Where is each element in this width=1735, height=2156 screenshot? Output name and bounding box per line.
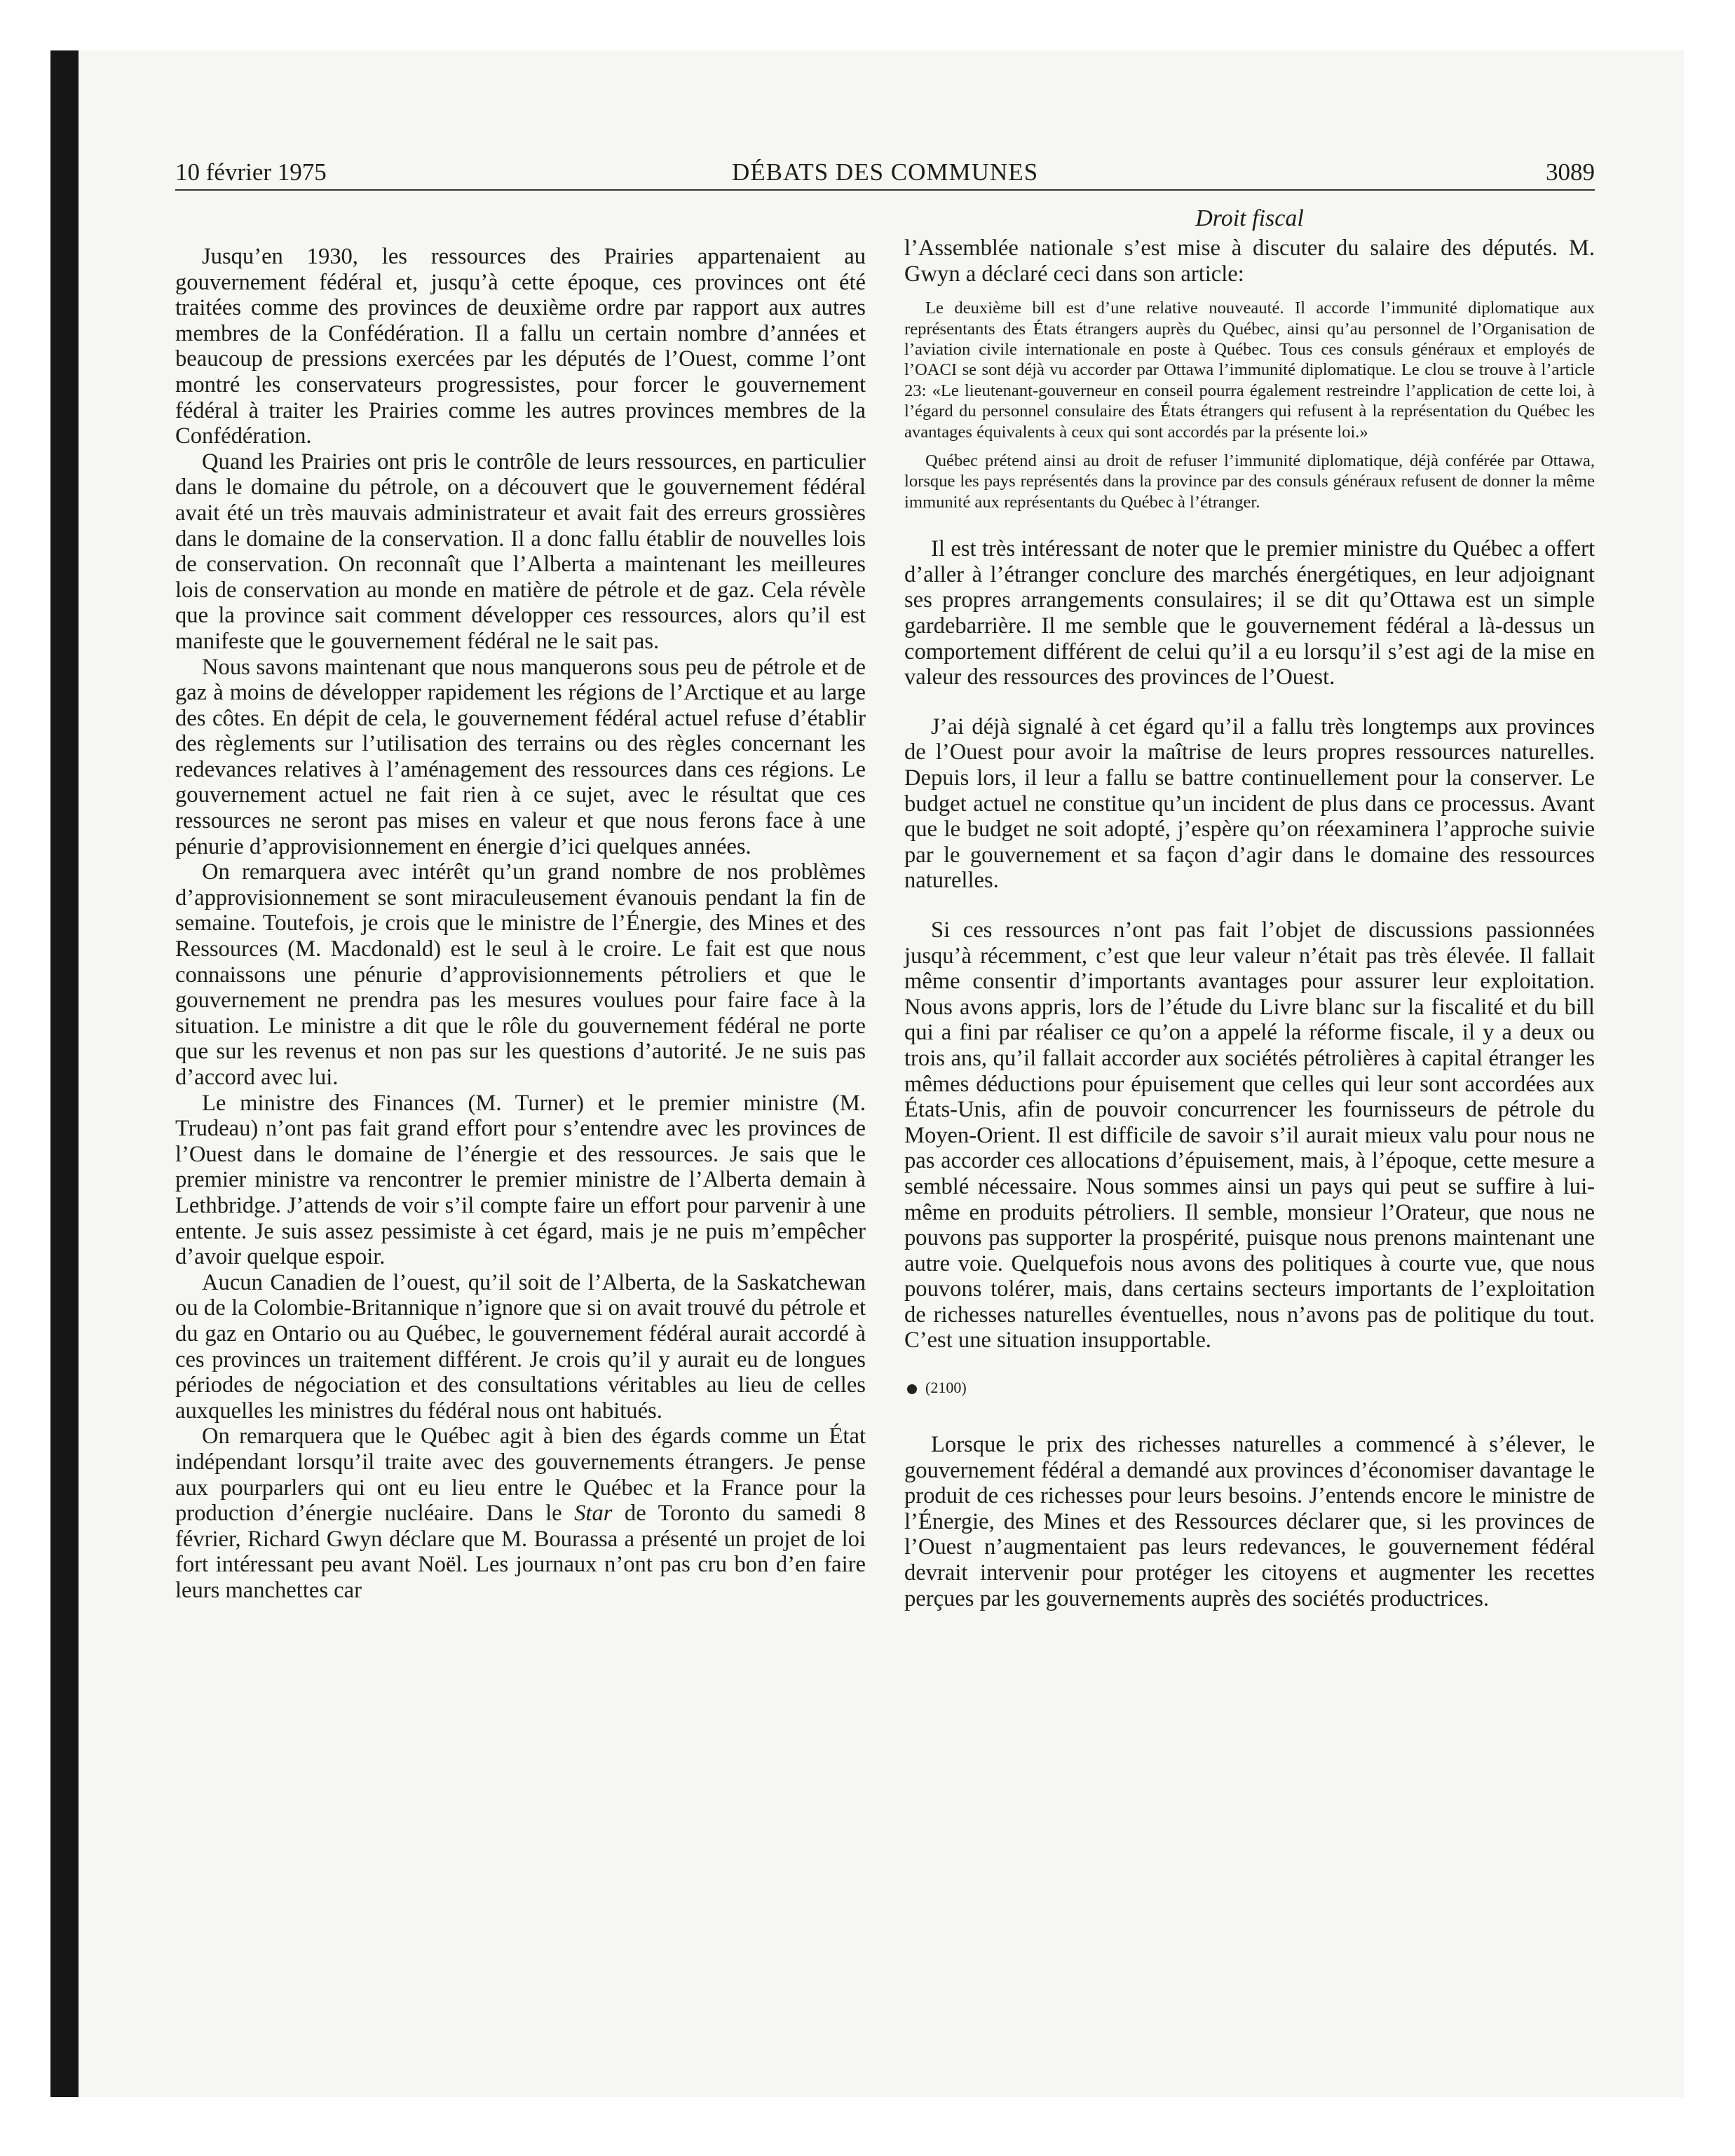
- quoted-passage-2: Québec prétend ainsi au droit de refuser l’immunité diplomatique, déjà conférée par Ottawa, lorsque les pays représentés dans la province par des consuls généraux refusent de donner la même immunité aux représentants du Québec à l’étranger.: [904, 451, 1595, 512]
- bullet-icon: [907, 1384, 917, 1394]
- time-marker: [904, 1377, 1595, 1398]
- header-date: 10 février 1975: [175, 158, 327, 186]
- right-final-paragraph: Lorsque le prix des richesses naturelles a commencé à s’élever, le gouvernement fédéral a demandé aux provinces d’économiser davantage le produit de ces richesses pour leurs besoins. J’entends encore le ministre de l’Énergie, des Mines et des Ressources déclarer que, si les provinces de l’Ouest n’augmentaient pas leurs redevances, le gouvernement fédéral devrait intervenir pour protéger les citoyens et augmenter les recettes perçues par les gouvernements auprès des sociétés productrices.: [904, 1432, 1595, 1611]
- right-paragraph-3: Si ces ressources n’ont pas fait l’objet de discussions passionnées jusqu’à récemment, c’est que leur valeur n’était pas très élevée. Il fallait même consentir d’importants avantages pour assurer leur exploitation. Nous avons appris, lors de l’étude du Livre blanc sur la fiscalité et du bill qui a fini par réaliser ce qu’on a appelé la réforme fiscale, il y a deux ou trois ans, qu’il fallait accorder aux sociétés pétrolières à capital étranger les mêmes déductions pour épuisement que celles qui leur sont accordées aux États-Unis, afin de pouvoir concurrencer les fournisseurs de pétrole du Moyen-Orient. Il est difficile de savoir s’il aurait mieux valu pour nous ne pas accorder ces allocations d’épuisement, mais, à l’époque, cette mesure a semblé nécessaire. Nous sommes ainsi un pays qui peut se suffire à lui-même en produits pétroliers. Il semble, monsieur l’Orateur, que nous ne pouvons pas supporter la prospérité, puisque nous prenons maintenant une autre voie. Quelquefois nous avons des politiques à courte vue, que nous pouvons tolérer, mais, dans certains secteurs importants de l’exploitation de richesses naturelles éventuelles, nous n’avons pas de politique du tout. C’est une situation insupportable.: [904, 917, 1595, 1353]
- left-paragraph-3: Nous savons maintenant que nous manquerons sous peu de pétrole et de gaz à moins de développer rapidement les régions de l’Arctique et au large des côtes. En dépit de cela, le gouvernement fédéral actuel refuse d’établir des règlements sur l’utilisation des terrains ou des règles concernant les redevances relatives à l’aménagement des ressources dans ces régions. Le gouvernement actuel ne fait rien à ce sujet, avec le résultat que ces ressources ne seront pas mises en valeur et que nous ferons face à une pénurie d’approvisionnement en énergie d’ici quelques années.: [175, 654, 866, 859]
- left-paragraph-2: Quand les Prairies ont pris le contrôle de leurs ressources, en particulier dans le domaine du pétrole, on a découvert que le gouvernement fédéral avait été un très mauvais administrateur et avait fait des erreurs grossières dans le domaine de la conservation. Il a donc fallu établir de nouvelles lois de conservation. On reconnaît que l’Alberta a maintenant les meilleures lois de conservation au monde en matière de pétrole et de gaz. Cela révèle que la province sait comment développer ces ressources, alors qu’il est manifeste que le gouvernement fédéral ne le sait pas.: [175, 449, 866, 654]
- right-paragraph-2: J’ai déjà signalé à cet égard qu’il a fallu très longtemps aux provinces de l’Ouest pour avoir la maîtrise de leurs propres ressources naturelles. Depuis lors, il leur a fallu se battre continuellement pour la conserver. Le budget actuel ne constitue qu’un incident de plus dans ce processus. Avant que le budget ne soit adopté, j’espère qu’on réexaminera l’approche suivie par le gouvernement et sa façon d’agir dans le domaine des ressources naturelles.: [904, 714, 1595, 894]
- page-header: [175, 156, 1595, 191]
- left-column: [175, 205, 866, 2041]
- section-caption: Droit fiscal: [1195, 205, 1304, 231]
- right-column: [904, 205, 1595, 2041]
- header-page-number: 3089: [1546, 158, 1595, 186]
- quoted-passage-1: Le deuxième bill est d’une relative nouveauté. Il accorde l’immunité diplomatique aux représentants des États étrangers auprès du Québec, ainsi qu’au personnel de l’Organisation de l’aviation civile internationale en poste à Québec. Tous ces consuls généraux et employés de l’OACI se sont déjà vu accorder par Ottawa l’immunité diplomatique. Le clou se trouve à l’article 23: «Le lieutenant-gouverneur en conseil pourra également restreindre l’application de cette loi, à l’égard du personnel consulaire des États étrangers qui refusent à la représentation du Québec les avantages équivalents à ceux qui sont accordés par la présente loi.»: [904, 299, 1595, 442]
- right-paragraph-1: Il est très intéressant de noter que le premier ministre du Québec a offert d’aller à l’étranger conclure des marchés énergétiques, en leur adjoignant ses propres arrangements consulaires; il se dit qu’Ottawa est un simple gardebarrière. Il me semble que le gouvernement fédéral a là-dessus un comportement différent de celui qu’il a eu lorsqu’il s’est agi de la mise en valeur des ressources des provinces de l’Ouest.: [904, 536, 1595, 690]
- left-paragraph-6: Aucun Canadien de l’ouest, qu’il soit de l’Alberta, de la Saskatchewan ou de la Colombie-Britannique n’ignore que si on avait trouvé du pétrole et du gaz en Ontario ou au Québec, le gouvernement fédéral aurait accordé à ces provinces un traitement différent. Je crois qu’il y aurait eu de longues périodes de négociation et des consultations véritables au lieu de celles auxquelles les ministres du fédéral nous ont habitués.: [175, 1269, 866, 1424]
- left-paragraph-7: [175, 1424, 866, 1603]
- time-marker-text: (2100): [925, 1379, 967, 1397]
- left-paragraph-4: On remarquera avec intérêt qu’un grand nombre de nos problèmes d’approvisionnement se sont miraculeusement évanouis pendant la fin de semaine. Toutefois, je crois que le ministre de l’Énergie, des Mines et des Ressources (M. Macdonald) est le seul à le croire. Le fait est que nous connaissons une pénurie d’approvisionnements pétroliers et que le gouvernement ne prendra pas les mesures voulues pour faire face à la situation. Le ministre a dit que le rôle du gouvernement fédéral ne porte que sur les revenus et non pas sur les questions d’autorité. Je ne suis pas d’accord avec lui.: [175, 859, 866, 1090]
- newspaper-title: Star: [574, 1501, 613, 1527]
- header-title: DÉBATS DES COMMUNES: [731, 158, 1039, 186]
- left-paragraph-5: Le ministre des Finances (M. Turner) et le premier ministre (M. Trudeau) n’ont pas fait grand effort pour s’entendre avec les provinces de l’Ouest dans le domaine de l’énergie et des ressources. Je sais que le premier ministre va rencontrer le premier ministre de l’Alberta demain à Lethbridge. J’attends de voir s’il compte faire un effort pour parvenir à une entente. Je suis assez pessimiste à cet égard, mais je ne puis m’empêcher d’avoir quelque espoir.: [175, 1090, 866, 1270]
- left-paragraph-1: Jusqu’en 1930, les ressources des Prairies appartenaient au gouvernement fédéral et, jusqu’à cette époque, ces provinces ont été traitées comme des provinces de deuxième ordre par rapport aux autres membres de la Confédération. Il a fallu un certain nombre d’années et beaucoup de pressions exercées par les députés de l’Ouest, comme l’ont montré les conservateurs progressistes, pour forcer le gouvernement fédéral à traiter les Prairies comme les autres provinces membres de la Confédération.: [175, 244, 866, 449]
- right-intro-paragraph: l’Assemblée nationale s’est mise à discuter du salaire des députés. M. Gwyn a déclaré ceci dans son article:: [904, 236, 1595, 287]
- left-paragraph-7-start: On remarquera que le Québec agit à bien des égards comme un État indépendant lorsqu’il traite avec des gouvernements étrangers. Je pense aux pourparlers qui ont eu lieu entre le Québec et la France pour la production d’énergie nucléaire. Dans le: [175, 1424, 866, 1527]
- scan-edge-bar: [50, 50, 79, 2097]
- left-paragraph-7-end: de Toronto du samedi 8 février, Richard Gwyn déclare que M. Bourassa a présenté un projet de loi fort intéressant peu avant Noël. Les journaux n’ont pas cru bon d’en faire leurs manchettes car: [175, 1501, 866, 1603]
